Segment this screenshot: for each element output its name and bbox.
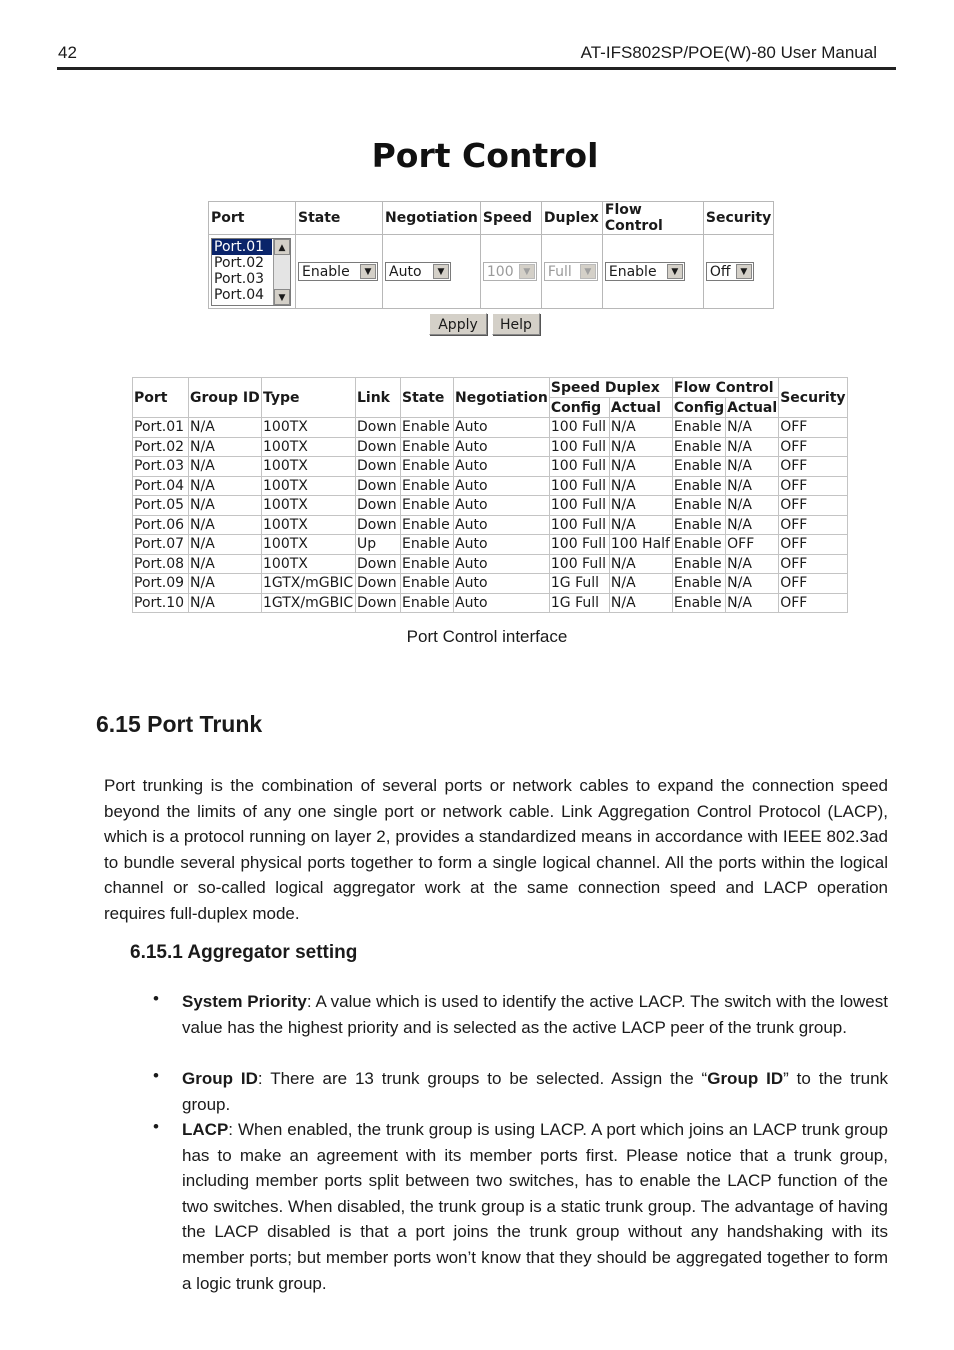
cell-security: OFF — [779, 418, 847, 438]
cell-port: Port.05 — [133, 496, 189, 516]
cell-flow-actual: N/A — [726, 418, 779, 438]
cell-type: 100TX — [262, 554, 356, 574]
cell-negotiation: Auto — [454, 593, 550, 613]
status-col-flow-actual: Actual — [727, 399, 778, 416]
security-select-value: Off — [709, 263, 731, 280]
cell-speed-actual: N/A — [609, 437, 672, 457]
cell-negotiation: Auto — [454, 418, 550, 438]
cell-port: Port.06 — [133, 515, 189, 535]
col-negotiation: Negotiation — [383, 202, 481, 235]
cell-link: Down — [356, 593, 401, 613]
cell-speed-config: 1G Full — [549, 574, 609, 594]
cell-flow-actual: N/A — [726, 496, 779, 516]
col-flow-control: Flow Control — [602, 202, 703, 235]
cell-negotiation: Auto — [454, 554, 550, 574]
cell-speed-actual: N/A — [609, 496, 672, 516]
table-row — [133, 574, 848, 594]
duplex-select[interactable] — [544, 262, 598, 281]
cell-type: 100TX — [262, 418, 356, 438]
cell-group-id: N/A — [189, 437, 262, 457]
cell-security: OFF — [779, 574, 847, 594]
cell-negotiation: Auto — [454, 515, 550, 535]
status-col-speed-actual: Actual — [609, 398, 672, 418]
bullet-term: LACP — [182, 1120, 229, 1139]
status-col-group-id: Group ID — [189, 378, 262, 418]
cell-flow-config: Enable — [672, 476, 725, 496]
cell-flow-config: Enable — [672, 593, 725, 613]
cell-link: Down — [356, 515, 401, 535]
cell-flow-actual: N/A — [726, 457, 779, 477]
manual-title: AT-IFS802SP/POE(W)-80 User Manual — [580, 43, 877, 62]
cell-speed-config: 100 Full — [549, 515, 609, 535]
col-speed: Speed — [480, 202, 541, 235]
cell-port: Port.10 — [133, 593, 189, 613]
cell-link: Down — [356, 437, 401, 457]
cell-flow-actual: N/A — [726, 476, 779, 496]
state-select-value: Enable — [302, 263, 350, 280]
cell-speed-config: 1G Full — [549, 593, 609, 613]
bullet-icon: • — [153, 1066, 159, 1085]
cell-state: Enable — [401, 554, 454, 574]
cell-group-id: N/A — [189, 418, 262, 438]
cell-state: Enable — [401, 535, 454, 555]
cell-state: Enable — [401, 457, 454, 477]
security-select[interactable] — [706, 262, 754, 281]
cell-link: Up — [356, 535, 401, 555]
scroll-down-icon[interactable]: ▼ — [274, 289, 290, 305]
table-row — [133, 535, 848, 555]
bullet-system-priority — [182, 989, 888, 1040]
port-option[interactable]: Port.02 — [214, 254, 265, 271]
cell-flow-config: Enable — [672, 515, 725, 535]
port-option[interactable]: Port.01 — [212, 239, 272, 255]
cell-group-id: N/A — [189, 496, 262, 516]
cell-speed-config: 100 Full — [549, 535, 609, 555]
port-status-rows — [133, 418, 848, 613]
bullet-term: Group ID — [707, 1069, 784, 1088]
bullet-text: ” to the trunk group. — [182, 1069, 889, 1114]
chevron-down-icon: ▼ — [580, 264, 596, 279]
flow-control-select-value: Enable — [608, 263, 657, 280]
cell-speed-config: 100 Full — [549, 496, 609, 516]
bullet-icon: • — [153, 989, 159, 1008]
cell-type: 100TX — [262, 437, 356, 457]
cell-flow-config: Enable — [672, 574, 725, 594]
cell-state: Enable — [401, 515, 454, 535]
state-select[interactable] — [298, 262, 378, 281]
cell-speed-actual: 100 Half — [609, 535, 672, 555]
port-status-table — [132, 377, 848, 613]
status-col-speed-config: Config — [549, 398, 609, 418]
table-row — [133, 593, 848, 613]
cell-type: 1GTX/mGBIC — [262, 593, 356, 613]
cell-state: Enable — [401, 496, 454, 516]
table-row — [133, 476, 848, 496]
cell-flow-config: Enable — [672, 554, 725, 574]
bullet-text: : When enabled, the trunk group is using LACP. A port which joins an LACP trunk group has to make an agreement with its member ports first. Please notice that a trunk group, including member ports split between two switches, has to enable the LACP function of the two switches. When disabled, the trunk group is a static trunk group. The advantage of having the LACP disabled is that a port joins the trunk group without any handshaking with its member ports; but member ports won’t know that they should be aggregated together to form a logic trunk group. — [182, 1120, 888, 1293]
col-security: Security — [703, 202, 773, 235]
status-col-security: Security — [779, 378, 847, 418]
cell-port: Port.03 — [133, 457, 189, 477]
cell-flow-actual: N/A — [726, 574, 779, 594]
scroll-up-icon[interactable]: ▲ — [274, 239, 290, 255]
cell-negotiation: Auto — [454, 457, 550, 477]
cell-negotiation: Auto — [454, 476, 550, 496]
cell-state: Enable — [401, 476, 454, 496]
cell-type: 100TX — [262, 457, 356, 477]
negotiation-select-value: Auto — [389, 263, 422, 280]
cell-link: Down — [356, 457, 401, 477]
bullet-group-id — [182, 1066, 888, 1117]
cell-negotiation: Auto — [454, 437, 550, 457]
status-col-link: Link — [356, 378, 401, 418]
chevron-down-icon: ▼ — [519, 264, 535, 279]
cell-state: Enable — [401, 574, 454, 594]
status-col-port: Port — [133, 378, 189, 418]
status-col-flow-control: Flow Control — [672, 378, 778, 398]
status-col-speed-duplex: Speed Duplex — [549, 378, 672, 398]
help-button[interactable]: Help — [492, 313, 540, 335]
cell-link: Down — [356, 554, 401, 574]
speed-select-value: 100 — [486, 263, 514, 280]
cell-speed-actual: N/A — [609, 457, 672, 477]
cell-speed-config: 100 Full — [549, 554, 609, 574]
subsection-heading: 6.15.1 Aggregator setting — [130, 942, 358, 963]
cell-link: Down — [356, 476, 401, 496]
cell-port: Port.02 — [133, 437, 189, 457]
cell-state: Enable — [401, 593, 454, 613]
chevron-down-icon: ▼ — [736, 264, 752, 279]
page-number: 42 — [58, 43, 77, 62]
cell-speed-actual: N/A — [609, 515, 672, 535]
cell-group-id: N/A — [189, 476, 262, 496]
status-col-negotiation: Negotiation — [454, 378, 550, 418]
cell-flow-actual: N/A — [726, 515, 779, 535]
cell-security: OFF — [779, 476, 847, 496]
cell-speed-actual: N/A — [609, 574, 672, 594]
port-option[interactable]: Port.04 — [214, 286, 265, 303]
cell-speed-config: 100 Full — [549, 437, 609, 457]
negotiation-select[interactable] — [385, 262, 451, 281]
cell-flow-actual: N/A — [726, 554, 779, 574]
cell-security: OFF — [779, 535, 847, 555]
bullet-lacp — [182, 1117, 888, 1296]
section-intro: Port trunking is the combination of several ports or network cables to expand the connection speed beyond the limits of any one single port or network cable. Link Aggregation Control Protocol (LACP), which is a protocol running on layer 2, provides a standardized means in accordance with IEEE 802.3ad to bundle several physical ports together to form a single logical channel. All the ports within the logical channel or so-called logical aggregator work at the same connection speed and LACP operation requires full-duplex mode. — [104, 776, 888, 923]
bullet-term: Group ID — [182, 1069, 258, 1088]
cell-speed-actual: N/A — [609, 554, 672, 574]
figure-caption: Port Control interface — [406, 627, 568, 646]
table-row — [133, 437, 848, 457]
table-row — [133, 554, 848, 574]
cell-type: 100TX — [262, 515, 356, 535]
cell-port: Port.08 — [133, 554, 189, 574]
table-row — [133, 418, 848, 438]
cell-state: Enable — [401, 437, 454, 457]
speed-select[interactable] — [483, 262, 537, 281]
chevron-down-icon: ▼ — [433, 264, 449, 279]
cell-security: OFF — [779, 593, 847, 613]
cell-group-id: N/A — [189, 515, 262, 535]
bullet-icon: • — [153, 1117, 159, 1136]
cell-type: 100TX — [262, 535, 356, 555]
table-row — [133, 515, 848, 535]
duplex-select-value: Full — [547, 263, 572, 280]
cell-flow-config: Enable — [672, 418, 725, 438]
chevron-down-icon: ▼ — [667, 264, 683, 279]
col-duplex: Duplex — [541, 202, 602, 235]
cell-group-id: N/A — [189, 457, 262, 477]
port-control-title: Port Control — [371, 136, 599, 175]
bullet-text: : A value which is used to identify the active LACP. The switch with the lowest value has the highest priority and is selected as the active LACP peer of the trunk group. — [182, 992, 888, 1037]
cell-negotiation: Auto — [454, 496, 550, 516]
status-col-state: State — [401, 378, 454, 418]
cell-security: OFF — [779, 437, 847, 457]
cell-group-id: N/A — [189, 593, 262, 613]
cell-speed-config: 100 Full — [549, 457, 609, 477]
cell-negotiation: Auto — [454, 574, 550, 594]
header-rule — [57, 67, 896, 70]
chevron-down-icon: ▼ — [360, 264, 376, 279]
cell-flow-config: Enable — [672, 535, 725, 555]
cell-link: Down — [356, 496, 401, 516]
col-state: State — [296, 202, 383, 235]
table-row — [133, 496, 848, 516]
col-port: Port — [209, 202, 296, 235]
cell-negotiation: Auto — [454, 535, 550, 555]
section-heading: 6.15 Port Trunk — [96, 711, 263, 737]
cell-speed-actual: N/A — [609, 593, 672, 613]
cell-flow-config: Enable — [672, 457, 725, 477]
apply-button[interactable]: Apply — [429, 313, 487, 335]
cell-type: 100TX — [262, 496, 356, 516]
cell-security: OFF — [779, 496, 847, 516]
cell-speed-config: 100 Full — [549, 418, 609, 438]
port-listbox[interactable] — [211, 238, 291, 306]
cell-group-id: N/A — [189, 535, 262, 555]
cell-speed-actual: N/A — [609, 476, 672, 496]
cell-group-id: N/A — [189, 574, 262, 594]
status-col-type: Type — [262, 378, 356, 418]
cell-state: Enable — [401, 418, 454, 438]
cell-security: OFF — [779, 554, 847, 574]
cell-flow-config: Enable — [672, 437, 725, 457]
cell-flow-actual: N/A — [726, 593, 779, 613]
cell-port: Port.01 — [133, 418, 189, 438]
cell-flow-actual: OFF — [726, 535, 779, 555]
cell-speed-config: 100 Full — [549, 476, 609, 496]
port-option[interactable]: Port.03 — [214, 270, 265, 287]
cell-flow-actual: N/A — [726, 437, 779, 457]
port-listbox-scrollbar[interactable] — [273, 239, 290, 305]
cell-link: Down — [356, 418, 401, 438]
cell-type: 100TX — [262, 476, 356, 496]
cell-security: OFF — [779, 515, 847, 535]
cell-group-id: N/A — [189, 554, 262, 574]
port-control-form — [208, 201, 774, 309]
status-col-flow-config: Config — [673, 399, 725, 416]
cell-speed-actual: N/A — [609, 418, 672, 438]
bullet-text: : There are 13 trunk groups to be selected. Assign the “ — [257, 1069, 708, 1088]
flow-control-select[interactable] — [605, 262, 685, 281]
cell-flow-config: Enable — [672, 496, 725, 516]
table-row — [133, 457, 848, 477]
cell-port: Port.09 — [133, 574, 189, 594]
cell-port: Port.07 — [133, 535, 189, 555]
cell-port: Port.04 — [133, 476, 189, 496]
cell-security: OFF — [779, 457, 847, 477]
cell-link: Down — [356, 574, 401, 594]
cell-type: 1GTX/mGBIC — [262, 574, 356, 594]
bullet-term: System Priority — [182, 992, 307, 1011]
